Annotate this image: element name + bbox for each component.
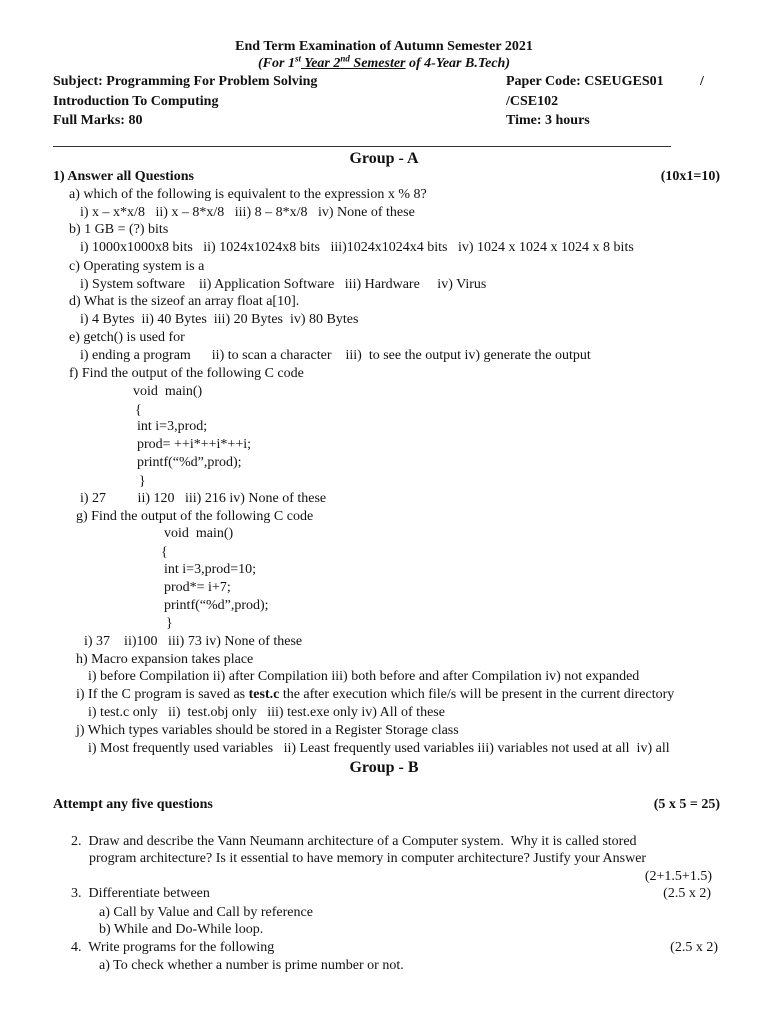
- full-marks: Full Marks: 80: [53, 113, 143, 128]
- question-d: d) What is the sizeof an array float a[10].: [69, 294, 300, 309]
- question-3-marks: (2.5 x 2): [663, 886, 711, 901]
- code-g-line: int i=3,prod=10;: [164, 562, 257, 577]
- code-f-line: int i=3,prod;: [137, 419, 208, 434]
- question-a: a) which of the following is equivalent to the expression x % 8?: [69, 187, 427, 202]
- options-b: i) 1000x1000x8 bits ii) 1024x1024x8 bits iii)1024x1024x4 bits iv) 1024 x 1024 x 1024 x 8 bits: [80, 240, 634, 255]
- question-j: j) Which types variables should be stored in a Register Storage class: [76, 723, 459, 738]
- options-e: i) ending a program ii) to scan a character iii) to see the output iv) generate the output: [80, 348, 591, 363]
- paper-code: Paper Code: CSEUGES01: [506, 74, 664, 89]
- options-c: i) System software ii) Application Software iii) Hardware iv) Virus: [80, 277, 487, 292]
- question-h: h) Macro expansion takes place: [76, 652, 254, 667]
- options-f: i) 27 ii) 120 iii) 216 iv) None of these: [80, 491, 327, 506]
- group-a-instruction: 1) Answer all Questions: [53, 169, 194, 184]
- question-g: g) Find the output of the following C code: [76, 509, 314, 524]
- group-a-title: Group - A: [349, 150, 419, 167]
- question-c: c) Operating system is a: [69, 259, 205, 274]
- question-3a: a) Call by Value and Call by reference: [99, 905, 313, 920]
- exam-time: Time: 3 hours: [506, 113, 590, 128]
- group-a-marks: (10x1=10): [660, 169, 720, 184]
- code-g-line: {: [161, 545, 168, 560]
- question-2: 2. Draw and describe the Vann Neumann architecture of a Computer system. Why it is called stored: [71, 834, 637, 849]
- filename-test-c: test.c: [248, 687, 280, 702]
- exam-title: End Term Examination of Autumn Semester 2021: [235, 39, 533, 54]
- header-divider: [53, 146, 671, 147]
- options-j: i) Most frequently used variables ii) Least frequently used variables iii) variables not used at all iv) all: [88, 741, 670, 756]
- options-a: i) x – x*x/8 ii) x – 8*x/8 iii) 8 – 8*x/8 iv) None of these: [80, 205, 415, 220]
- group-b-instruction: Attempt any five questions: [53, 797, 213, 812]
- subject-label: Subject: Programming For Problem Solving: [53, 74, 318, 89]
- code-f-line: prod= ++i*++i*++i;: [137, 437, 251, 452]
- question-4: 4. Write programs for the following: [71, 940, 275, 955]
- options-h: i) before Compilation ii) after Compilation iii) both before and after Compilation iv) not expanded: [88, 669, 640, 684]
- code-g-line: printf(“%d”,prod);: [164, 598, 269, 613]
- question-4-marks: (2.5 x 2): [670, 940, 718, 955]
- course-code: /CSE102: [506, 94, 559, 109]
- question-2-cont: program architecture? Is it essential to have memory in computer architecture? Justify your Answer: [89, 851, 647, 866]
- question-e: e) getch() is used for: [69, 330, 185, 345]
- code-g-line: prod*= i+7;: [164, 580, 231, 595]
- exam-subtitle: (For 1st Year 2nd Semester of 4-Year B.Tech): [258, 53, 510, 71]
- code-g-line: }: [166, 616, 173, 631]
- question-2-marks: (2+1.5+1.5): [644, 869, 712, 884]
- code-g-line: void main(): [164, 526, 234, 541]
- options-g: i) 37 ii)100 iii) 73 iv) None of these: [84, 634, 303, 649]
- code-f-line: }: [139, 474, 146, 489]
- question-3: 3. Differentiate between: [71, 886, 210, 901]
- question-f: f) Find the output of the following C code: [69, 366, 304, 381]
- paper-code-slash: /: [700, 74, 704, 89]
- options-d: i) 4 Bytes ii) 40 Bytes iii) 20 Bytes iv) 80 Bytes: [80, 312, 359, 327]
- question-i: i) If the C program is saved as test.c the after execution which file/s will be present in the current directory: [76, 687, 675, 702]
- code-f-line: void main(): [133, 384, 203, 399]
- code-f-line: printf(“%d”,prod);: [137, 455, 242, 470]
- question-4a: a) To check whether a number is prime number or not.: [99, 958, 404, 973]
- group-b-marks: (5 x 5 = 25): [653, 797, 720, 812]
- question-3b: b) While and Do-While loop.: [99, 922, 264, 937]
- options-i: i) test.c only ii) test.obj only iii) test.exe only iv) All of these: [88, 705, 445, 720]
- course-name: Introduction To Computing: [53, 94, 219, 109]
- code-f-line: {: [135, 403, 142, 418]
- question-b: b) 1 GB = (?) bits: [69, 222, 169, 237]
- group-b-title: Group - B: [349, 759, 419, 776]
